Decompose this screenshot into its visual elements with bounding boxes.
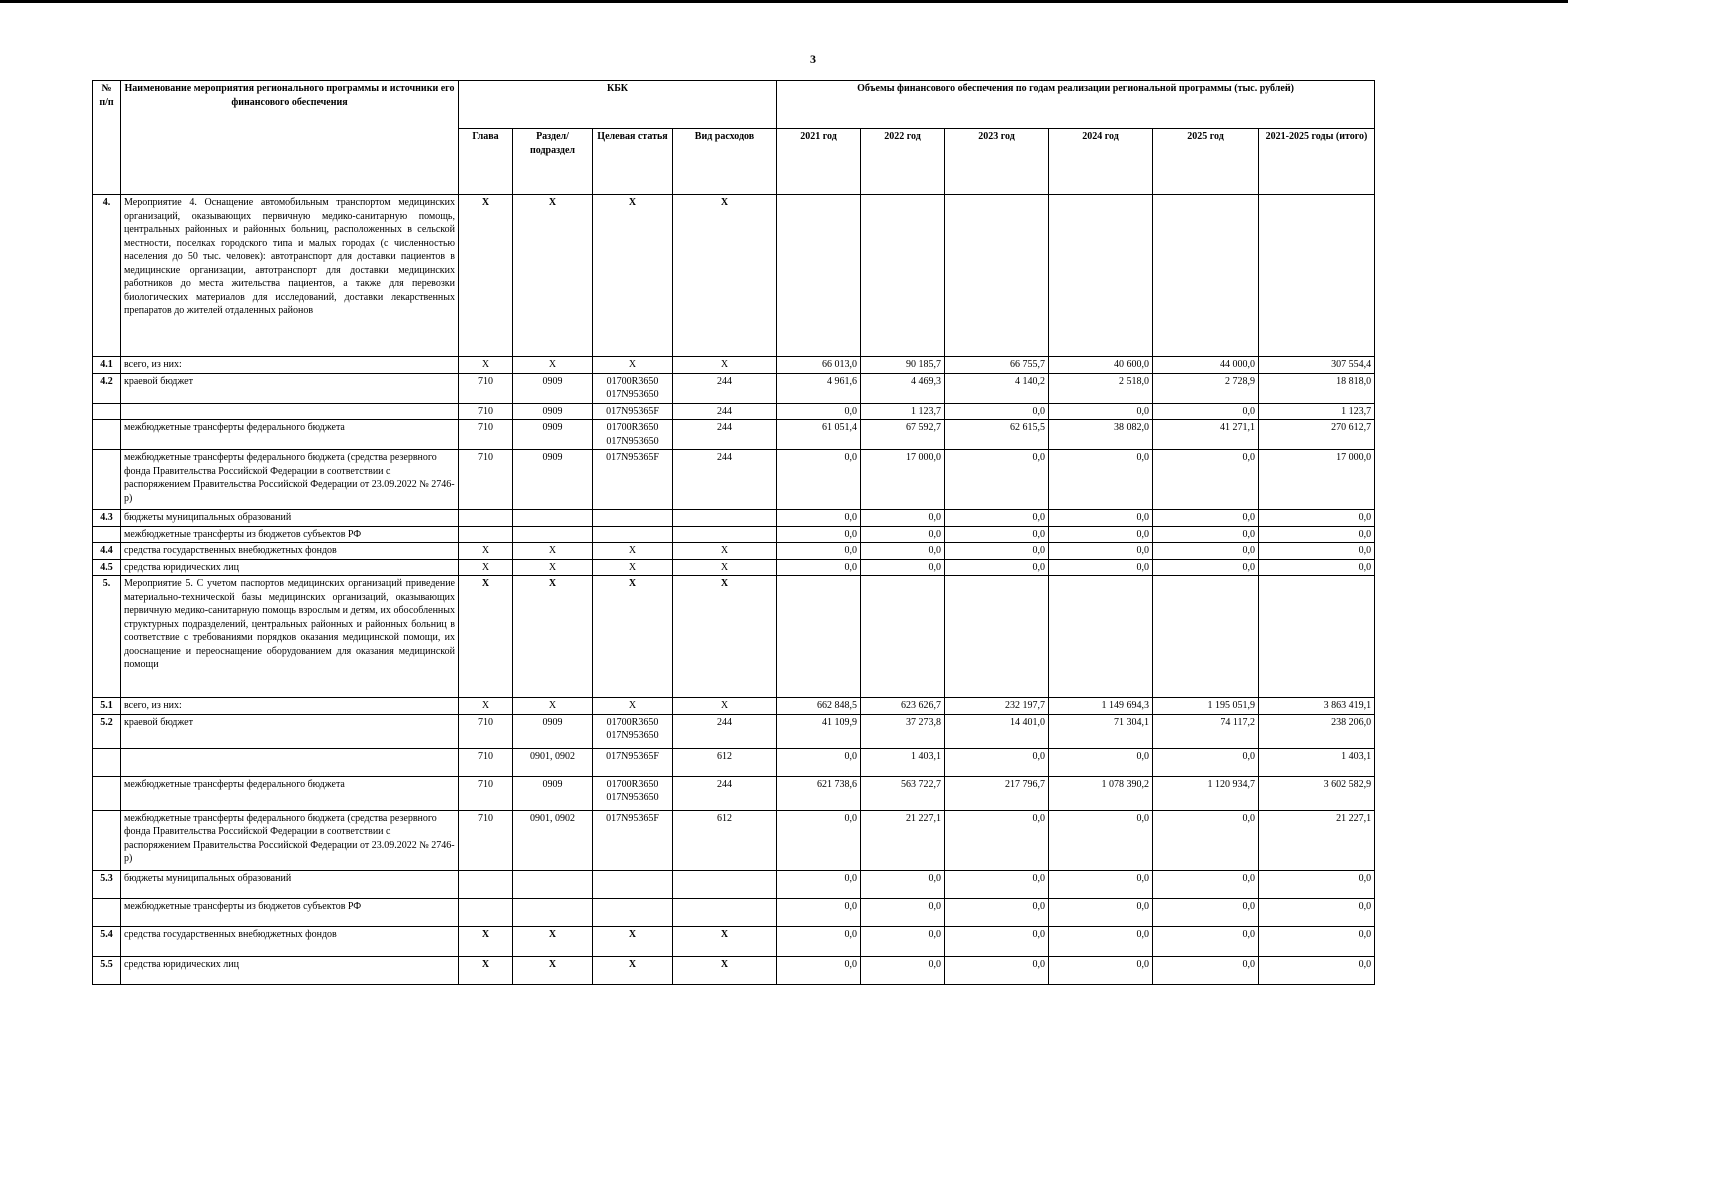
- row-num: [93, 526, 121, 543]
- row-2024: 0,0: [1049, 898, 1153, 926]
- row-celevaya: X: [593, 543, 673, 560]
- row-2023: 0,0: [945, 898, 1049, 926]
- row-2025: 0,0: [1153, 510, 1259, 527]
- table-row: [93, 526, 1375, 543]
- row-2022: 0,0: [861, 926, 945, 956]
- row-2024: 0,0: [1049, 956, 1153, 984]
- row-2024: 0,0: [1049, 926, 1153, 956]
- table-row: [93, 748, 1375, 776]
- row-celevaya: 017N95365F: [593, 450, 673, 510]
- row-glava: 710: [459, 403, 513, 420]
- row-total: 1 403,1: [1259, 748, 1375, 776]
- header-2024: 2024 год: [1049, 129, 1153, 195]
- row-2024: 0,0: [1049, 870, 1153, 898]
- row-2024: 0,0: [1049, 526, 1153, 543]
- row-2024: [1049, 576, 1153, 698]
- row-2021: 0,0: [777, 559, 861, 576]
- row-2024: 71 304,1: [1049, 714, 1153, 748]
- row-vid: 244: [673, 403, 777, 420]
- row-2021: 0,0: [777, 956, 861, 984]
- row-2023: [945, 576, 1049, 698]
- row-total: 0,0: [1259, 543, 1375, 560]
- row-2024: 0,0: [1049, 748, 1153, 776]
- row-2024: 40 600,0: [1049, 357, 1153, 374]
- row-2025: 44 000,0: [1153, 357, 1259, 374]
- row-celevaya: X: [593, 357, 673, 374]
- row-2022: 0,0: [861, 526, 945, 543]
- row-name: средства юридических лиц: [121, 956, 459, 984]
- row-celevaya: 017N95365F: [593, 748, 673, 776]
- row-num: 4.5: [93, 559, 121, 576]
- row-name: межбюджетные трансферты федерального бюджета: [121, 420, 459, 450]
- row-glava: [459, 898, 513, 926]
- row-total: 0,0: [1259, 926, 1375, 956]
- row-num: 4.3: [93, 510, 121, 527]
- scan-top-border: [0, 0, 1568, 3]
- table-row: [93, 956, 1375, 984]
- row-razdel: [513, 898, 593, 926]
- row-2023: 0,0: [945, 559, 1049, 576]
- row-glava: 710: [459, 450, 513, 510]
- row-2023: 62 615,5: [945, 420, 1049, 450]
- row-celevaya: X: [593, 698, 673, 715]
- row-celevaya: [593, 526, 673, 543]
- row-num: 5.5: [93, 956, 121, 984]
- row-vid: 244: [673, 420, 777, 450]
- row-2025: 2 728,9: [1153, 373, 1259, 403]
- row-celevaya: 01700R3650 017N953650: [593, 776, 673, 810]
- table-row: [93, 898, 1375, 926]
- row-celevaya: 01700R3650 017N953650: [593, 714, 673, 748]
- row-2022: 563 722,7: [861, 776, 945, 810]
- row-2022: 0,0: [861, 543, 945, 560]
- row-2021: 0,0: [777, 926, 861, 956]
- row-2025: 1 195 051,9: [1153, 698, 1259, 715]
- row-vid: 244: [673, 776, 777, 810]
- row-2025: [1153, 195, 1259, 357]
- row-2022: 21 227,1: [861, 810, 945, 870]
- row-total: 1 123,7: [1259, 403, 1375, 420]
- row-2024: 1 149 694,3: [1049, 698, 1153, 715]
- row-num: 4.: [93, 195, 121, 357]
- row-vid: X: [673, 926, 777, 956]
- row-2025: 0,0: [1153, 748, 1259, 776]
- row-total: 307 554,4: [1259, 357, 1375, 374]
- row-2023: 217 796,7: [945, 776, 1049, 810]
- row-celevaya: [593, 870, 673, 898]
- row-2025: 0,0: [1153, 526, 1259, 543]
- row-num: [93, 420, 121, 450]
- row-name: средства государственных внебюджетных фондов: [121, 926, 459, 956]
- table-row: [93, 403, 1375, 420]
- table-row: [93, 698, 1375, 715]
- table-row: [93, 776, 1375, 810]
- row-vid: X: [673, 698, 777, 715]
- row-razdel: 0909: [513, 450, 593, 510]
- row-2022: 17 000,0: [861, 450, 945, 510]
- row-2025: 0,0: [1153, 403, 1259, 420]
- row-razdel: 0909: [513, 373, 593, 403]
- header-razdel: Раздел/ подраздел: [513, 129, 593, 195]
- row-2023: [945, 195, 1049, 357]
- row-2021: 0,0: [777, 870, 861, 898]
- row-vid: X: [673, 559, 777, 576]
- header-2025: 2025 год: [1153, 129, 1259, 195]
- row-2024: [1049, 195, 1153, 357]
- header-celevaya: Целевая статья: [593, 129, 673, 195]
- row-razdel: X: [513, 195, 593, 357]
- row-2023: 0,0: [945, 403, 1049, 420]
- row-2024: 0,0: [1049, 559, 1153, 576]
- row-num: 4.4: [93, 543, 121, 560]
- row-name: средства юридических лиц: [121, 559, 459, 576]
- row-2022: [861, 195, 945, 357]
- row-vid: 612: [673, 748, 777, 776]
- row-celevaya: 01700R3650 017N953650: [593, 420, 673, 450]
- row-name: бюджеты муниципальных образований: [121, 870, 459, 898]
- row-2023: 0,0: [945, 956, 1049, 984]
- row-celevaya: 01700R3650 017N953650: [593, 373, 673, 403]
- row-total: 21 227,1: [1259, 810, 1375, 870]
- row-celevaya: X: [593, 956, 673, 984]
- row-celevaya: 017N95365F: [593, 810, 673, 870]
- row-razdel: X: [513, 357, 593, 374]
- row-total: 0,0: [1259, 559, 1375, 576]
- row-total: 270 612,7: [1259, 420, 1375, 450]
- row-celevaya: X: [593, 926, 673, 956]
- row-num: 5.4: [93, 926, 121, 956]
- page-number: 3: [810, 52, 816, 66]
- row-2023: 0,0: [945, 450, 1049, 510]
- row-2021: 66 013,0: [777, 357, 861, 374]
- row-name: Мероприятие 4. Оснащение автомобильным транспортом медицинских организаций, оказывающих первичную медико-санитарную помощь, центральных районных и районных больниц, расположенных в сельской местности, поселках городского типа и малых городах (с численностью населения до 50 тыс. человек): автотранспорт для доставки пациентов в медицинские организации, автотранспорт для доставки медицинских работников до места жительства пациентов, а также для перевозки биологических материалов для исследований, доставки лекарственных препаратов до жителей отдаленных районов: [121, 195, 459, 357]
- table-row: [93, 559, 1375, 576]
- row-2025: 0,0: [1153, 898, 1259, 926]
- row-total: 0,0: [1259, 510, 1375, 527]
- row-2022: 37 273,8: [861, 714, 945, 748]
- row-2024: 1 078 390,2: [1049, 776, 1153, 810]
- row-2023: 0,0: [945, 510, 1049, 527]
- program-financing-table: [92, 80, 1375, 985]
- row-razdel: X: [513, 956, 593, 984]
- row-total: 3 863 419,1: [1259, 698, 1375, 715]
- row-name: межбюджетные трансферты из бюджетов субъектов РФ: [121, 526, 459, 543]
- row-name: межбюджетные трансферты федерального бюджета (средства резервного фонда Правительства Российской Федерации в соответствии с распоряжением Правительства Российской Федерации от 23.09.2022 № 2746-р): [121, 450, 459, 510]
- header-2023: 2023 год: [945, 129, 1049, 195]
- row-vid: X: [673, 357, 777, 374]
- row-2021: 0,0: [777, 450, 861, 510]
- row-glava: 710: [459, 776, 513, 810]
- row-2025: [1153, 576, 1259, 698]
- row-glava: X: [459, 698, 513, 715]
- row-vid: X: [673, 956, 777, 984]
- header-vid: Вид расходов: [673, 129, 777, 195]
- row-razdel: 0901, 0902: [513, 810, 593, 870]
- row-2021: 0,0: [777, 543, 861, 560]
- row-2023: 66 755,7: [945, 357, 1049, 374]
- row-2024: 0,0: [1049, 810, 1153, 870]
- row-vid: 612: [673, 810, 777, 870]
- row-razdel: X: [513, 698, 593, 715]
- row-2024: 0,0: [1049, 510, 1153, 527]
- row-celevaya: X: [593, 559, 673, 576]
- row-2022: 0,0: [861, 510, 945, 527]
- row-num: 5.3: [93, 870, 121, 898]
- row-vid: [673, 526, 777, 543]
- row-2022: 1 403,1: [861, 748, 945, 776]
- table-row: [93, 510, 1375, 527]
- row-2023: 0,0: [945, 526, 1049, 543]
- row-name: краевой бюджет: [121, 714, 459, 748]
- table-row: [93, 810, 1375, 870]
- row-2023: 0,0: [945, 543, 1049, 560]
- row-2022: 67 592,7: [861, 420, 945, 450]
- row-num: [93, 776, 121, 810]
- row-name: [121, 403, 459, 420]
- row-num: [93, 810, 121, 870]
- row-razdel: 0909: [513, 714, 593, 748]
- row-vid: X: [673, 576, 777, 698]
- row-num: 5.1: [93, 698, 121, 715]
- row-vid: X: [673, 543, 777, 560]
- row-num: [93, 450, 121, 510]
- row-2022: 1 123,7: [861, 403, 945, 420]
- row-total: 0,0: [1259, 956, 1375, 984]
- table-row: [93, 576, 1375, 698]
- row-2022: 0,0: [861, 956, 945, 984]
- row-2025: 0,0: [1153, 926, 1259, 956]
- row-razdel: 0909: [513, 403, 593, 420]
- row-glava: 710: [459, 810, 513, 870]
- row-2021: 0,0: [777, 898, 861, 926]
- row-total: 3 602 582,9: [1259, 776, 1375, 810]
- row-2024: 0,0: [1049, 450, 1153, 510]
- header-num: № п/п: [93, 81, 121, 195]
- row-vid: 244: [673, 450, 777, 510]
- header-total: 2021-2025 годы (итого): [1259, 129, 1375, 195]
- row-name: [121, 748, 459, 776]
- header-glava: Глава: [459, 129, 513, 195]
- row-2021: 0,0: [777, 748, 861, 776]
- row-razdel: X: [513, 543, 593, 560]
- row-2023: 0,0: [945, 926, 1049, 956]
- row-2025: 0,0: [1153, 870, 1259, 898]
- row-celevaya: 017N95365F: [593, 403, 673, 420]
- row-name: краевой бюджет: [121, 373, 459, 403]
- row-total: [1259, 576, 1375, 698]
- row-2021: [777, 195, 861, 357]
- row-name: Мероприятие 5. С учетом паспортов медицинских организаций приведение материально-технической базы медицинских организаций, оказывающих первичную медико-санитарную помощь взрослым и детям, их обособленных структурных подразделений, центральных районных и районных больниц в соответствие с требованиями порядков оказания медицинской помощи, их дооснащение и переоснащение оборудованием для оказания медицинской помощи: [121, 576, 459, 698]
- row-2021: 4 961,6: [777, 373, 861, 403]
- row-2021: 0,0: [777, 526, 861, 543]
- row-num: 5.: [93, 576, 121, 698]
- row-glava: [459, 526, 513, 543]
- row-name: всего, из них:: [121, 357, 459, 374]
- header-volumes: Объемы финансового обеспечения по годам реализации региональной программы (тыс. рублей): [777, 81, 1375, 129]
- row-total: 17 000,0: [1259, 450, 1375, 510]
- row-total: 0,0: [1259, 870, 1375, 898]
- table-row: [93, 373, 1375, 403]
- row-razdel: 0901, 0902: [513, 748, 593, 776]
- row-razdel: 0909: [513, 420, 593, 450]
- table-row: [93, 357, 1375, 374]
- row-razdel: X: [513, 559, 593, 576]
- row-2021: 662 848,5: [777, 698, 861, 715]
- row-total: 0,0: [1259, 898, 1375, 926]
- row-name: бюджеты муниципальных образований: [121, 510, 459, 527]
- row-2021: 621 738,6: [777, 776, 861, 810]
- row-celevaya: X: [593, 576, 673, 698]
- row-2025: 0,0: [1153, 543, 1259, 560]
- row-vid: [673, 870, 777, 898]
- row-razdel: 0909: [513, 776, 593, 810]
- table-row: [93, 420, 1375, 450]
- row-2025: 0,0: [1153, 810, 1259, 870]
- row-2025: 1 120 934,7: [1153, 776, 1259, 810]
- row-name: средства государственных внебюджетных фондов: [121, 543, 459, 560]
- row-2021: 41 109,9: [777, 714, 861, 748]
- row-num: 4.1: [93, 357, 121, 374]
- row-2025: 74 117,2: [1153, 714, 1259, 748]
- table-row: [93, 543, 1375, 560]
- table-row: [93, 926, 1375, 956]
- row-glava: 710: [459, 373, 513, 403]
- row-2022: 0,0: [861, 870, 945, 898]
- row-vid: [673, 510, 777, 527]
- row-celevaya: X: [593, 195, 673, 357]
- row-glava: X: [459, 195, 513, 357]
- header-name: Наименование мероприятия регионального программы и источники его финансового обеспечения: [121, 81, 459, 195]
- row-glava: X: [459, 956, 513, 984]
- row-num: 5.2: [93, 714, 121, 748]
- row-2021: [777, 576, 861, 698]
- row-2021: 0,0: [777, 510, 861, 527]
- row-razdel: X: [513, 926, 593, 956]
- header-2021: 2021 год: [777, 129, 861, 195]
- row-2024: 0,0: [1049, 543, 1153, 560]
- row-2022: 0,0: [861, 559, 945, 576]
- row-name: межбюджетные трансферты федерального бюджета: [121, 776, 459, 810]
- row-total: 238 206,0: [1259, 714, 1375, 748]
- header-kbk: КБК: [459, 81, 777, 129]
- row-glava: 710: [459, 714, 513, 748]
- row-vid: 244: [673, 373, 777, 403]
- row-glava: X: [459, 926, 513, 956]
- row-glava: X: [459, 357, 513, 374]
- row-2023: 0,0: [945, 810, 1049, 870]
- row-num: [93, 403, 121, 420]
- row-2024: 0,0: [1049, 403, 1153, 420]
- row-2025: 0,0: [1153, 956, 1259, 984]
- row-vid: 244: [673, 714, 777, 748]
- row-vid: [673, 898, 777, 926]
- row-2021: 0,0: [777, 810, 861, 870]
- row-num: 4.2: [93, 373, 121, 403]
- row-razdel: [513, 526, 593, 543]
- row-2023: 0,0: [945, 870, 1049, 898]
- row-num: [93, 898, 121, 926]
- row-razdel: [513, 510, 593, 527]
- row-vid: X: [673, 195, 777, 357]
- row-razdel: [513, 870, 593, 898]
- row-glava: X: [459, 576, 513, 698]
- row-glava: 710: [459, 748, 513, 776]
- row-total: 18 818,0: [1259, 373, 1375, 403]
- row-name: межбюджетные трансферты федерального бюджета (средства резервного фонда Правительства Российской Федерации в соответствии с распоряжением Правительства Российской Федерации от 23.09.2022 № 2746-р): [121, 810, 459, 870]
- row-2022: 0,0: [861, 898, 945, 926]
- row-celevaya: [593, 510, 673, 527]
- row-total: 0,0: [1259, 526, 1375, 543]
- row-2023: 0,0: [945, 748, 1049, 776]
- table-row: [93, 450, 1375, 510]
- row-name: межбюджетные трансферты из бюджетов субъектов РФ: [121, 898, 459, 926]
- row-2022: 4 469,3: [861, 373, 945, 403]
- row-2021: 61 051,4: [777, 420, 861, 450]
- row-2022: 90 185,7: [861, 357, 945, 374]
- row-celevaya: [593, 898, 673, 926]
- row-razdel: X: [513, 576, 593, 698]
- row-2021: 0,0: [777, 403, 861, 420]
- row-name: всего, из них:: [121, 698, 459, 715]
- row-total: [1259, 195, 1375, 357]
- table-row: [93, 195, 1375, 357]
- header-2022: 2022 год: [861, 129, 945, 195]
- table-row: [93, 714, 1375, 748]
- row-2024: 38 082,0: [1049, 420, 1153, 450]
- row-2025: 0,0: [1153, 559, 1259, 576]
- table-row: [93, 870, 1375, 898]
- row-num: [93, 748, 121, 776]
- row-glava: X: [459, 559, 513, 576]
- row-2024: 2 518,0: [1049, 373, 1153, 403]
- row-2023: 4 140,2: [945, 373, 1049, 403]
- row-2022: [861, 576, 945, 698]
- row-2025: 41 271,1: [1153, 420, 1259, 450]
- row-glava: X: [459, 543, 513, 560]
- row-2023: 14 401,0: [945, 714, 1049, 748]
- row-glava: [459, 870, 513, 898]
- row-2025: 0,0: [1153, 450, 1259, 510]
- row-glava: [459, 510, 513, 527]
- row-glava: 710: [459, 420, 513, 450]
- row-2022: 623 626,7: [861, 698, 945, 715]
- row-2023: 232 197,7: [945, 698, 1049, 715]
